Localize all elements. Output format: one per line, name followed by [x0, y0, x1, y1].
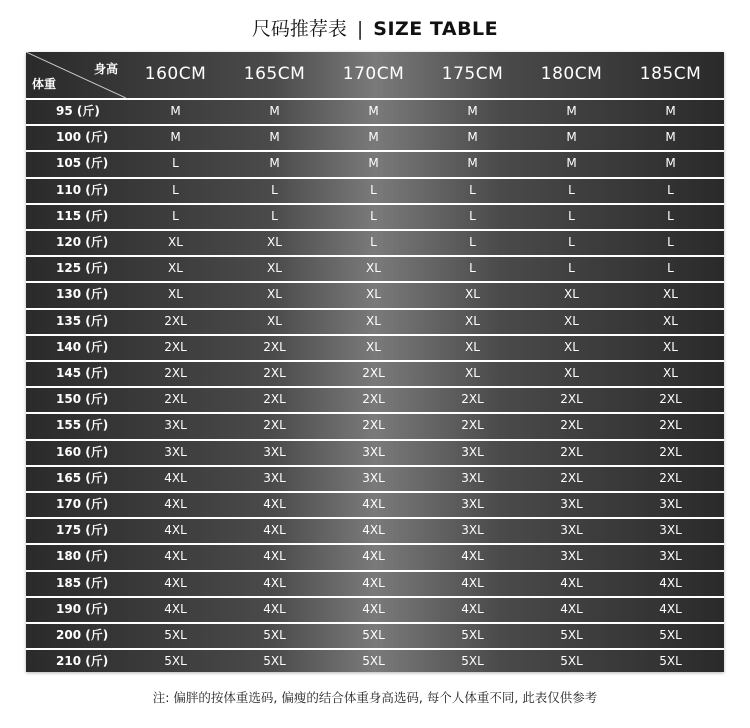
size-cell: 3XL [659, 497, 682, 511]
size-cell: 5XL [659, 654, 682, 669]
table-row [26, 386, 724, 412]
size-cell: 2XL [164, 313, 187, 328]
size-cell: 4XL [560, 575, 583, 590]
row-weight-label: 210 (斤) [56, 654, 109, 669]
size-cell: XL [663, 287, 678, 302]
size-cell: XL [564, 287, 579, 302]
size-cell: 2XL [164, 366, 187, 380]
size-cell: 4XL [461, 575, 484, 590]
size-cell: XL [564, 366, 579, 380]
table-row [26, 491, 724, 517]
size-cell: M [269, 156, 280, 171]
size-cell: 5XL [263, 654, 286, 669]
table-row [26, 517, 724, 543]
size-cell: 2XL [263, 392, 286, 407]
size-cell: XL [366, 261, 381, 276]
size-cell: M [467, 130, 478, 145]
header-height-170: 170CM [342, 64, 405, 84]
size-cell: 4XL [164, 523, 187, 538]
size-cell: L [667, 235, 674, 249]
row-weight-label: 170 (斤) [56, 497, 109, 511]
size-cell: 2XL [164, 392, 187, 407]
size-cell: 2XL [659, 470, 682, 485]
table-row [26, 439, 724, 465]
size-cell: 4XL [461, 601, 484, 616]
size-cell: 4XL [362, 575, 385, 590]
size-cell: 3XL [263, 444, 286, 459]
size-cell: 4XL [461, 549, 484, 564]
size-cell: L [667, 182, 674, 197]
table-row [26, 255, 724, 281]
size-cell: 3XL [560, 497, 583, 511]
size-cell: M [566, 130, 577, 145]
size-cell: M [170, 104, 181, 118]
size-cell: M [665, 130, 676, 145]
header-height-180: 180CM [540, 64, 603, 84]
size-cell: L [568, 182, 575, 197]
row-weight-label: 165 (斤) [56, 470, 109, 485]
size-cell: 5XL [362, 654, 385, 669]
size-cell: XL [465, 339, 480, 354]
size-cell: L [568, 261, 575, 276]
size-cell: 2XL [659, 392, 682, 407]
table-row [26, 360, 724, 386]
size-cell: 5XL [560, 628, 583, 642]
size-cell: 3XL [461, 523, 484, 538]
size-cell: XL [267, 313, 282, 328]
footnote: 注: 偏胖的按体重选码, 偏瘦的结合体重身高选码, 每个人体重不同, 此表仅供参考 [152, 690, 598, 705]
size-cell: XL [366, 313, 381, 328]
size-cell: 4XL [164, 549, 187, 564]
size-cell: M [368, 156, 379, 171]
size-cell: XL [465, 313, 480, 328]
size-cell: M [467, 104, 478, 118]
size-cell: XL [564, 313, 579, 328]
table-row [26, 124, 724, 150]
size-cell: 2XL [362, 366, 385, 380]
header-height-160: 160CM [144, 64, 207, 84]
size-cell: 4XL [659, 601, 682, 616]
size-cell: 3XL [461, 470, 484, 485]
size-cell: 3XL [560, 549, 583, 564]
row-weight-label: 145 (斤) [56, 366, 109, 380]
size-cell: M [170, 130, 181, 145]
size-cell: 2XL [263, 339, 286, 354]
size-cell: 3XL [164, 418, 187, 433]
size-cell: XL [663, 339, 678, 354]
size-cell: 5XL [560, 654, 583, 669]
table-row [26, 308, 724, 334]
table-row [26, 98, 724, 124]
size-cell: M [467, 156, 478, 171]
table-header [26, 52, 724, 98]
size-cell: L [370, 208, 377, 223]
size-cell: 2XL [362, 392, 385, 407]
title-cn: 尺码推荐表 [251, 18, 347, 40]
header-height-165: 165CM [243, 64, 306, 84]
row-weight-label: 160 (斤) [56, 444, 109, 459]
table-row [26, 622, 724, 648]
size-cell: 4XL [362, 523, 385, 538]
size-cell: XL [663, 366, 678, 380]
corner-height-label: 身高 [93, 62, 118, 76]
size-cell: XL [366, 339, 381, 354]
size-cell: 2XL [362, 418, 385, 433]
size-cell: 3XL [263, 470, 286, 485]
size-cell: XL [168, 287, 183, 302]
row-weight-label: 135 (斤) [56, 313, 109, 328]
size-cell: XL [267, 261, 282, 276]
size-cell: 4XL [263, 601, 286, 616]
table-row [26, 281, 724, 307]
size-cell: L [469, 182, 476, 197]
size-cell: M [269, 104, 280, 118]
row-weight-label: 155 (斤) [56, 418, 109, 433]
title-separator: | [356, 18, 364, 40]
size-cell: M [368, 104, 379, 118]
size-cell: L [370, 182, 377, 197]
row-weight-label: 180 (斤) [56, 549, 109, 564]
size-cell: XL [168, 235, 183, 249]
page-title [0, 14, 750, 41]
table-row [26, 412, 724, 438]
header-height-185: 185CM [639, 64, 702, 84]
size-cell: 4XL [164, 497, 187, 511]
size-table [26, 52, 724, 672]
size-cell: 2XL [263, 418, 286, 433]
size-cell: 3XL [560, 523, 583, 538]
size-cell: L [667, 208, 674, 223]
size-cell: 4XL [362, 549, 385, 564]
size-cell: L [271, 208, 278, 223]
row-weight-label: 190 (斤) [56, 601, 109, 616]
table-row [26, 570, 724, 596]
row-weight-label: 175 (斤) [56, 523, 109, 538]
size-cell: 2XL [659, 418, 682, 433]
size-cell: XL [168, 261, 183, 276]
row-weight-label: 125 (斤) [56, 261, 109, 276]
size-cell: M [566, 104, 577, 118]
size-cell: 4XL [164, 470, 187, 485]
header-height-175: 175CM [441, 64, 504, 84]
size-cell: 5XL [263, 628, 286, 642]
row-weight-label: 120 (斤) [56, 235, 109, 249]
size-cell: L [271, 182, 278, 197]
size-cell: 5XL [461, 628, 484, 642]
size-cell: 5XL [461, 654, 484, 669]
size-cell: 2XL [560, 444, 583, 459]
size-cell: L [568, 235, 575, 249]
row-weight-label: 185 (斤) [56, 575, 109, 590]
size-cell: M [665, 104, 676, 118]
size-cell: 4XL [659, 575, 682, 590]
table-row [26, 465, 724, 491]
size-cell: L [667, 261, 674, 276]
size-cell: 3XL [659, 523, 682, 538]
size-cell: L [469, 261, 476, 276]
size-cell: L [172, 156, 179, 171]
size-cell: XL [267, 235, 282, 249]
row-weight-label: 130 (斤) [56, 287, 109, 302]
table-row [26, 203, 724, 229]
size-cell: 3XL [164, 444, 187, 459]
size-cell: 4XL [263, 575, 286, 590]
size-cell: XL [267, 287, 282, 302]
size-cell: 3XL [362, 444, 385, 459]
title-en: SIZE TABLE [373, 18, 499, 40]
size-cell: 2XL [461, 392, 484, 407]
table-row [26, 596, 724, 622]
size-cell: 4XL [263, 549, 286, 564]
size-cell: 2XL [560, 392, 583, 407]
size-cell: XL [663, 313, 678, 328]
size-cell: L [172, 182, 179, 197]
size-cell: 5XL [164, 654, 187, 669]
row-weight-label: 95 (斤) [56, 104, 100, 118]
row-weight-label: 150 (斤) [56, 392, 109, 407]
row-weight-label: 100 (斤) [56, 130, 109, 145]
size-cell: 2XL [164, 339, 187, 354]
size-cell: L [469, 235, 476, 249]
size-cell: 4XL [263, 523, 286, 538]
row-weight-label: 105 (斤) [56, 156, 109, 171]
size-cell: M [269, 130, 280, 145]
size-cell: XL [465, 287, 480, 302]
row-weight-label: 115 (斤) [56, 208, 109, 223]
size-cell: M [368, 130, 379, 145]
size-cell: L [568, 208, 575, 223]
table-row [26, 150, 724, 176]
row-weight-label: 140 (斤) [56, 339, 109, 354]
size-cell: L [469, 208, 476, 223]
size-cell: XL [564, 339, 579, 354]
size-cell: 4XL [362, 601, 385, 616]
row-weight-label: 200 (斤) [56, 628, 109, 642]
corner-weight-label: 体重 [32, 77, 57, 91]
row-weight-label: 110 (斤) [56, 182, 109, 197]
size-cell: M [665, 156, 676, 171]
table-row [26, 334, 724, 360]
size-cell: L [370, 235, 377, 249]
size-cell: XL [465, 366, 480, 380]
size-cell: 2XL [560, 470, 583, 485]
size-cell: 5XL [659, 628, 682, 642]
table-row [26, 543, 724, 569]
size-cell: 3XL [461, 444, 484, 459]
size-cell: 4XL [362, 497, 385, 511]
size-cell: 4XL [164, 601, 187, 616]
table-row [26, 229, 724, 255]
size-cell: L [172, 208, 179, 223]
size-cell: 2XL [263, 366, 286, 380]
corner-cell [26, 52, 126, 98]
size-cell: 4XL [263, 497, 286, 511]
size-cell: 4XL [560, 601, 583, 616]
size-cell: 3XL [362, 470, 385, 485]
size-cell: 4XL [164, 575, 187, 590]
table-row [26, 177, 724, 203]
size-cell: XL [366, 287, 381, 302]
size-cell: 2XL [659, 444, 682, 459]
table-row [26, 648, 724, 674]
size-cell: 2XL [461, 418, 484, 433]
size-cell: 5XL [362, 628, 385, 642]
size-cell: 3XL [659, 549, 682, 564]
size-cell: 3XL [461, 497, 484, 511]
size-cell: 2XL [560, 418, 583, 433]
size-cell: 5XL [164, 628, 187, 642]
size-cell: M [566, 156, 577, 171]
